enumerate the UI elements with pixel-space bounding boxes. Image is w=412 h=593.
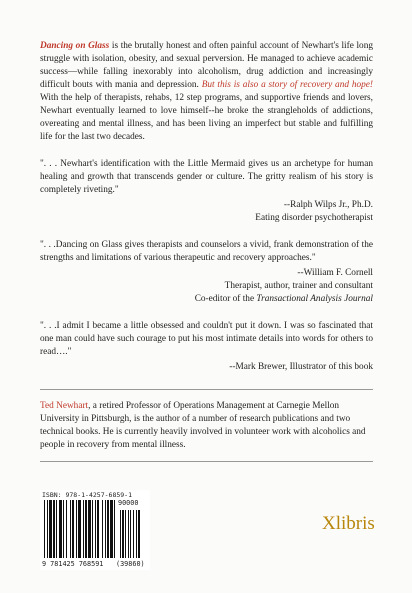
review-quote-3: ". . .I admit I became a little obsessed and couldn't put it down. I was so fascinated that one man could have such courage to put his most intimate details into words for others to read…." --Mark Brewer, Illustrator of this book — [40, 321, 373, 372]
highlight-sentence: But this is also a story of recovery and hope! — [201, 80, 373, 90]
review-quote-1: ". . . Newhart's identification with the Little Mermaid gives us an archetype for human healing and growth that transcends gender or culture. The gritty realism of his story is completely riveting." --Ralph Wilps Jr., Ph.D. Eating disorder psychotherapist — [40, 159, 373, 223]
back-cover-text — [40, 40, 373, 374]
barcode-addon: 90000 — [118, 499, 139, 507]
barcode-number: 9 781425 768591 — [42, 560, 104, 568]
review-quote-2: ". . .Dancing on Glass gives therapists and counselors a vivid, frank demonstration of the strengths and limitations of various therapeutic and recovery approaches." --William F. Cornell Therapist, author, trainer and consultant Co-editor of the Transactional Analysis Journal — [40, 240, 373, 304]
author-bio: Ted Newhart, a retired Professor of Operations Management at Carnegie Mellon University in Pittsburgh, is the author of a number of research publications and two technical books. He is currently heavily involved in volunteer work with alcoholics and people in recovery from mental illness. — [40, 401, 366, 450]
publisher-logo: Xlibris — [322, 513, 375, 534]
quote-attribution-role: Therapist, author, trainer and consultant — [224, 281, 373, 291]
book-description: Dancing on Glass is the brutally honest and often painful account of Newhart's life long struggle with isolation, obesity, and sexual perversion. He managed to achieve academic success—while falling inexorably into alcoholism, drug addiction and increasingly difficult bouts with mania and depression. But this is also a story of recovery and hope! With the help of therapists, rehabs, 12 step programs, and supportive friends and lovers, Newhart eventually learned to love himself--he broke the strangleholds of addictions, overeating and mental illness, and has been living an imperfect but stable and fulfilling life for the last two decades. — [40, 41, 373, 142]
quote-attribution: --William F. Cornell — [297, 268, 373, 278]
quote-attribution-role: Eating disorder psychotherapist — [255, 213, 373, 223]
author-bio-box — [40, 389, 373, 462]
quote-attribution: --Ralph Wilps Jr., Ph.D. — [283, 200, 373, 210]
quote-attribution: --Mark Brewer, Illustrator of this book — [229, 362, 373, 372]
book-title: Dancing on Glass — [40, 41, 110, 51]
isbn-label: ISBN: 978-1-4257-6859-1 — [42, 491, 133, 499]
barcode-bars — [44, 500, 148, 560]
barcode-code: (39860) — [116, 560, 145, 568]
quote-attribution-journal: Co-editor of the Transactional Analysis Journal — [194, 294, 373, 304]
author-name: Ted Newhart — [40, 401, 89, 411]
isbn-barcode — [40, 490, 150, 570]
